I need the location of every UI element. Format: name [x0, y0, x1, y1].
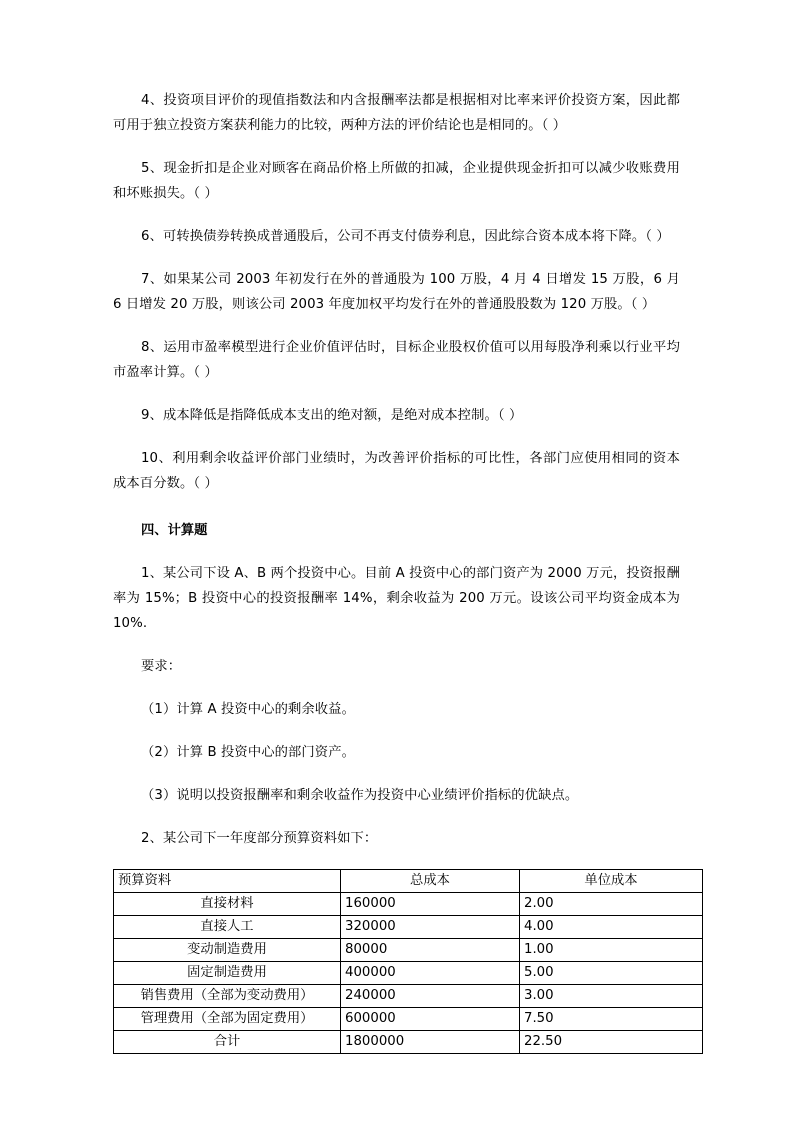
table-row	[114, 962, 703, 985]
row-unit: 5.00	[520, 962, 703, 985]
requirement-item-2: （2）计算 B 投资中心的部门资产。	[141, 745, 355, 760]
table-header-unit: 单位成本	[520, 870, 703, 893]
true-false-item-8: 8、运用市盈率模型进行企业价值评估时，目标企业股权价值可以用每股净利乘以行业平均市盈率计算。（ ）	[113, 340, 680, 380]
true-false-item-5: 5、现金折扣是企业对顾客在商品价格上所做的扣减，企业提供现金折扣可以减少收账费用和坏账损失。（ ）	[113, 161, 680, 201]
section-heading-calculation: 四、计算题	[141, 523, 208, 538]
table-row	[114, 893, 703, 916]
row-unit: 22.50	[520, 1031, 703, 1054]
row-total: 320000	[341, 916, 520, 939]
row-total: 1800000	[341, 1031, 520, 1054]
row-label: 销售费用（全部为变动费用）	[114, 985, 341, 1008]
table-header-label: 预算资料	[114, 870, 341, 893]
question-2-stem: 2、某公司下一年度部分预算资料如下：	[141, 831, 378, 846]
row-unit: 3.00	[520, 985, 703, 1008]
row-total: 400000	[341, 962, 520, 985]
true-false-item-10: 10、利用剩余收益评价部门业绩时，为改善评价指标的可比性，各部门应使用相同的资本成本百分数。（ ）	[113, 451, 680, 491]
row-label: 管理费用（全部为固定费用）	[114, 1008, 341, 1031]
table-header-total: 总成本	[341, 870, 520, 893]
question-1-stem: 1、某公司下设 A、B 两个投资中心。目前 A 投资中心的部门资产为 2000 万元，投资报酬率为 15%；B 投资中心的投资报酬率 14%，剩余收益为 200 万元。设该公司平均资金成本为 10%.	[113, 566, 680, 631]
row-label: 合计	[114, 1031, 341, 1054]
true-false-item-4: 4、投资项目评价的现值指数法和内含报酬率法都是根据相对比率来评价投资方案，因此都可用于独立投资方案获利能力的比较，两种方法的评价结论也是相同的。（ ）	[113, 93, 680, 133]
row-unit: 4.00	[520, 916, 703, 939]
row-total: 80000	[341, 939, 520, 962]
true-false-item-7: 7、如果某公司 2003 年初发行在外的普通股为 100 万股，4 月 4 日增发 15 万股，6 月 6 日增发 20 万股，则该公司 2003 年度加权平均发行在外的普通股股数为 120 万股。（ ）	[113, 272, 680, 312]
row-label: 直接材料	[114, 893, 341, 916]
row-label: 直接人工	[114, 916, 341, 939]
row-unit: 2.00	[520, 893, 703, 916]
row-total: 160000	[341, 893, 520, 916]
row-unit: 7.50	[520, 1008, 703, 1031]
table-row	[114, 916, 703, 939]
row-total: 240000	[341, 985, 520, 1008]
requirement-item-1: （1）计算 A 投资中心的剩余收益。	[141, 702, 355, 717]
requirement-label: 要求：	[141, 659, 182, 674]
budget-table	[113, 869, 703, 1054]
table-row	[114, 939, 703, 962]
table-row	[114, 1008, 703, 1031]
table-row	[114, 1031, 703, 1054]
row-label: 固定制造费用	[114, 962, 341, 985]
true-false-item-9: 9、成本降低是指降低成本支出的绝对额，是绝对成本控制。（ ）	[141, 408, 523, 423]
true-false-item-6: 6、可转换债券转换成普通股后，公司不再支付债券利息，因此综合资本成本将下降。（ ）	[141, 229, 670, 244]
table-row	[114, 985, 703, 1008]
table-header-row	[114, 870, 703, 893]
row-label: 变动制造费用	[114, 939, 341, 962]
row-total: 600000	[341, 1008, 520, 1031]
row-unit: 1.00	[520, 939, 703, 962]
requirement-item-3: （3）说明以投资报酬率和剩余收益作为投资中心业绩评价指标的优缺点。	[141, 788, 579, 803]
